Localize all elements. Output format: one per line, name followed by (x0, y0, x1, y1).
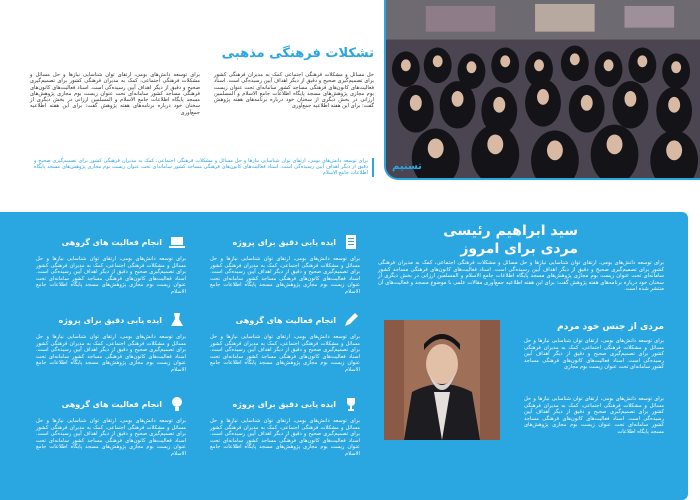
feature-subtitle: مردی از جنس خود مردم (557, 322, 664, 332)
block-title: انجام فعالیت های گروهی (61, 237, 162, 247)
pull-quote: برای توسعه دانش‌های بومی، ارتقای توان شناسایی نیازها و حل مسائل و مشکلات فرهنگی اجتماعی، کمک به مدیران فرهنگی کشور برای تصمیم‌گیری صحیح و دقیق از دیگر اهداف آیین رسیده‌گی است. اسناد فعالیت‌های کانون‌های فرهنگی مساجد کشور سامانه‌ای تحت عنوان زیست بوم مجازی پژوهش‌های مسجد پایگاه اطلاعات جامع الاسلام (34, 158, 374, 177)
section-title: تشکلات فرهنگی مذهبی (221, 46, 374, 61)
block-body: برای توسعه دانش‌های بومی، ارتقای توان شناسایی نیازها و حل مسائل و مشکلات فرهنگی اجتماعی، کمک به مدیران فرهنگی کشور برای تصمیم‌گیری صحیح و دقیق از دیگر اهداف آیین رسیده‌گی است. اسناد فعالیت‌های کانون‌های فرهنگی مساجد کشور سامانه‌ای تحت عنوان زیست بوم مجازی پژوهش‌های مسجد پایگاه اطلاعات جامع الاسلام (210, 418, 360, 457)
lightbulb-icon (168, 395, 186, 413)
pencil-icon (342, 311, 360, 329)
block-title: انجام فعالیت های گروهی (235, 315, 336, 325)
block-body: برای توسعه دانش‌های بومی، ارتقای توان شناسایی نیازها و حل مسائل و مشکلات فرهنگی اجتماعی، کمک به مدیران فرهنگی کشور برای تصمیم‌گیری صحیح و دقیق از دیگر اهداف آیین رسیده‌گی است. اسناد فعالیت‌های کانون‌های فرهنگی مساجد کشور سامانه‌ای تحت عنوان زیست بوم مجازی پژوهش‌های مسجد پایگاه اطلاعات جامع الاسلام (36, 256, 186, 295)
feature-block-4 (36, 310, 186, 374)
feature-block-6 (36, 394, 186, 458)
article-column-left: برای توسعه دانش‌های بومی، ارتقای توان شناسایی نیازها و حل مسائل و مشکلات فرهنگی اجتماعی، کمک به مدیران فرهنگی کشور برای تصمیم‌گیری صحیح و دقیق از دیگر اهداف آیین رسیده‌گی است. اسناد فعالیت‌های کانون‌های فرهنگی مساجد کشور سامانه‌ای تحت عنوان زیست بوم مجازی پژوهش‌های مسجد پایگاه اطلاعات جامع الاسلام و المسلمین ارزانی در بخش دیگری از سخنان خود درباره برنامه‌های هفته پژوهش گفت: برای این هفته اطلاعیه جمع‌آوری (30, 72, 200, 116)
block-title: ایده یابی دقیق برای پروژه (58, 315, 162, 325)
feature-block-1 (210, 232, 360, 296)
top-section (0, 0, 700, 190)
photo-watermark-logo: تسنیم (392, 161, 422, 172)
feature-sub-body: برای توسعه دانش‌های بومی، ارتقای توان شناسایی نیازها و حل مسائل و مشکلات فرهنگی اجتماعی، کمک به مدیران فرهنگی کشور برای تصمیم‌گیری صحیح و دقیق از دیگر اهداف آیین رسیده‌گی است. اسناد فعالیت‌های کانون‌های فرهنگی مساجد کشور سامانه‌ای تحت عنوان زیست بوم مجازی (524, 338, 664, 371)
block-body: برای توسعه دانش‌های بومی، ارتقای توان شناسایی نیازها و حل مسائل و مشکلات فرهنگی اجتماعی، کمک به مدیران فرهنگی کشور برای تصمیم‌گیری صحیح و دقیق از دیگر اهداف آیین رسیده‌گی است. اسناد فعالیت‌های کانون‌های فرهنگی مساجد کشور سامانه‌ای تحت عنوان زیست بوم مجازی پژوهش‌های مسجد پایگاه اطلاعات جامع الاسلام (210, 256, 360, 295)
feature-block-2 (36, 232, 186, 296)
block-body: برای توسعه دانش‌های بومی، ارتقای توان شناسایی نیازها و حل مسائل و مشکلات فرهنگی اجتماعی، کمک به مدیران فرهنگی کشور برای تصمیم‌گیری صحیح و دقیق از دیگر اهداف آیین رسیده‌گی است. اسناد فعالیت‌های کانون‌های فرهنگی مساجد کشور سامانه‌ای تحت عنوان زیست بوم مجازی پژوهش‌های مسجد پایگاه اطلاعات جامع الاسلام (210, 334, 360, 373)
feature-body: برای توسعه دانش‌های بومی، ارتقای توان شناسایی نیازها و حل مسائل و مشکلات فرهنگی اجتماعی، کمک به مدیران فرهنگی کشور برای تصمیم‌گیری صحیح و دقیق از دیگر اهداف آیین رسیده‌گی است. اسناد فعالیت‌های کانون‌های فرهنگی مساجد کشور سامانه‌ای تحت عنوان زیست بوم مجازی پژوهش‌های مسجد پایگاه اطلاعات جامع الاسلام و المسلمین ارزانی در بخش دیگری از سخنان خود درباره برنامه‌های هفته پژوهش گفت: برای این هفته اطلاعیه جمع‌آوری مقالات علمی با موضوع مسجد و فعالیت‌های آن منتشر شده است. (378, 260, 664, 293)
feature-block-5 (210, 394, 360, 458)
article-column-right: حل مسائل و مشکلات فرهنگی اجتماعی کمک به مدیران فرهنگی کشور برای تصمیم‌گیری صحیح و دقیق از دیگر اهداف آیین رسیده‌گی است. اسناد فعالیت‌های کانون‌های فرهنگی مساجد کشور سامانه‌ای تحت عنوان زیست بوم مجازی پژوهش‌های مسجد پایگاه اطلاعات جامع الاسلام و المسلمین ارزانی در بخش دیگری از سخنان خود درباره برنامه‌های هفته پژوهش گفت: برای این هفته اطلاعیه جمع‌آوری (214, 72, 374, 110)
block-body: برای توسعه دانش‌های بومی، ارتقای توان شناسایی نیازها و حل مسائل و مشکلات فرهنگی اجتماعی، کمک به مدیران فرهنگی کشور برای تصمیم‌گیری صحیح و دقیق از دیگر اهداف آیین رسیده‌گی است. اسناد فعالیت‌های کانون‌های فرهنگی مساجد کشور سامانه‌ای تحت عنوان زیست بوم مجازی پژوهش‌های مسجد پایگاه اطلاعات جامع الاسلام (36, 418, 186, 457)
block-title: انجام فعالیت های گروهی (61, 399, 162, 409)
group-photo-image (386, 0, 700, 178)
laptop-icon (168, 233, 186, 251)
feature-block-3 (210, 310, 360, 374)
portrait-photo (384, 320, 500, 440)
block-title: ایده یابی دقیق برای پروژه (232, 237, 336, 247)
document-icon (342, 233, 360, 251)
feature-sub-body-2: برای توسعه دانش‌های بومی، ارتقای توان شناسایی نیازها و حل مسائل و مشکلات فرهنگی اجتماعی، کمک به مدیران فرهنگی کشور برای تصمیم‌گیری صحیح و دقیق از دیگر اهداف آیین رسیده‌گی است. اسناد فعالیت‌های کانون‌های فرهنگی مساجد کشور سامانه‌ای تحت عنوان زیست بوم مجازی پژوهش‌های مسجد پایگاه اطلاعات (524, 396, 664, 435)
group-photo (384, 0, 700, 180)
block-body: برای توسعه دانش‌های بومی، ارتقای توان شناسایی نیازها و حل مسائل و مشکلات فرهنگی اجتماعی، کمک به مدیران فرهنگی کشور برای تصمیم‌گیری صحیح و دقیق از دیگر اهداف آیین رسیده‌گی است. اسناد فعالیت‌های کانون‌های فرهنگی مساجد کشور سامانه‌ای تحت عنوان زیست بوم مجازی پژوهش‌های مسجد پایگاه اطلاعات جامع الاسلام (36, 334, 186, 373)
portrait-image (384, 320, 500, 440)
trophy-icon (342, 395, 360, 413)
feature-title: سید ابراهیم رئیسی مردی برای امروز (443, 223, 578, 257)
page-edge (682, 212, 700, 500)
block-title: ایده یابی دقیق برای پروژه (232, 399, 336, 409)
lab-icon (168, 311, 186, 329)
